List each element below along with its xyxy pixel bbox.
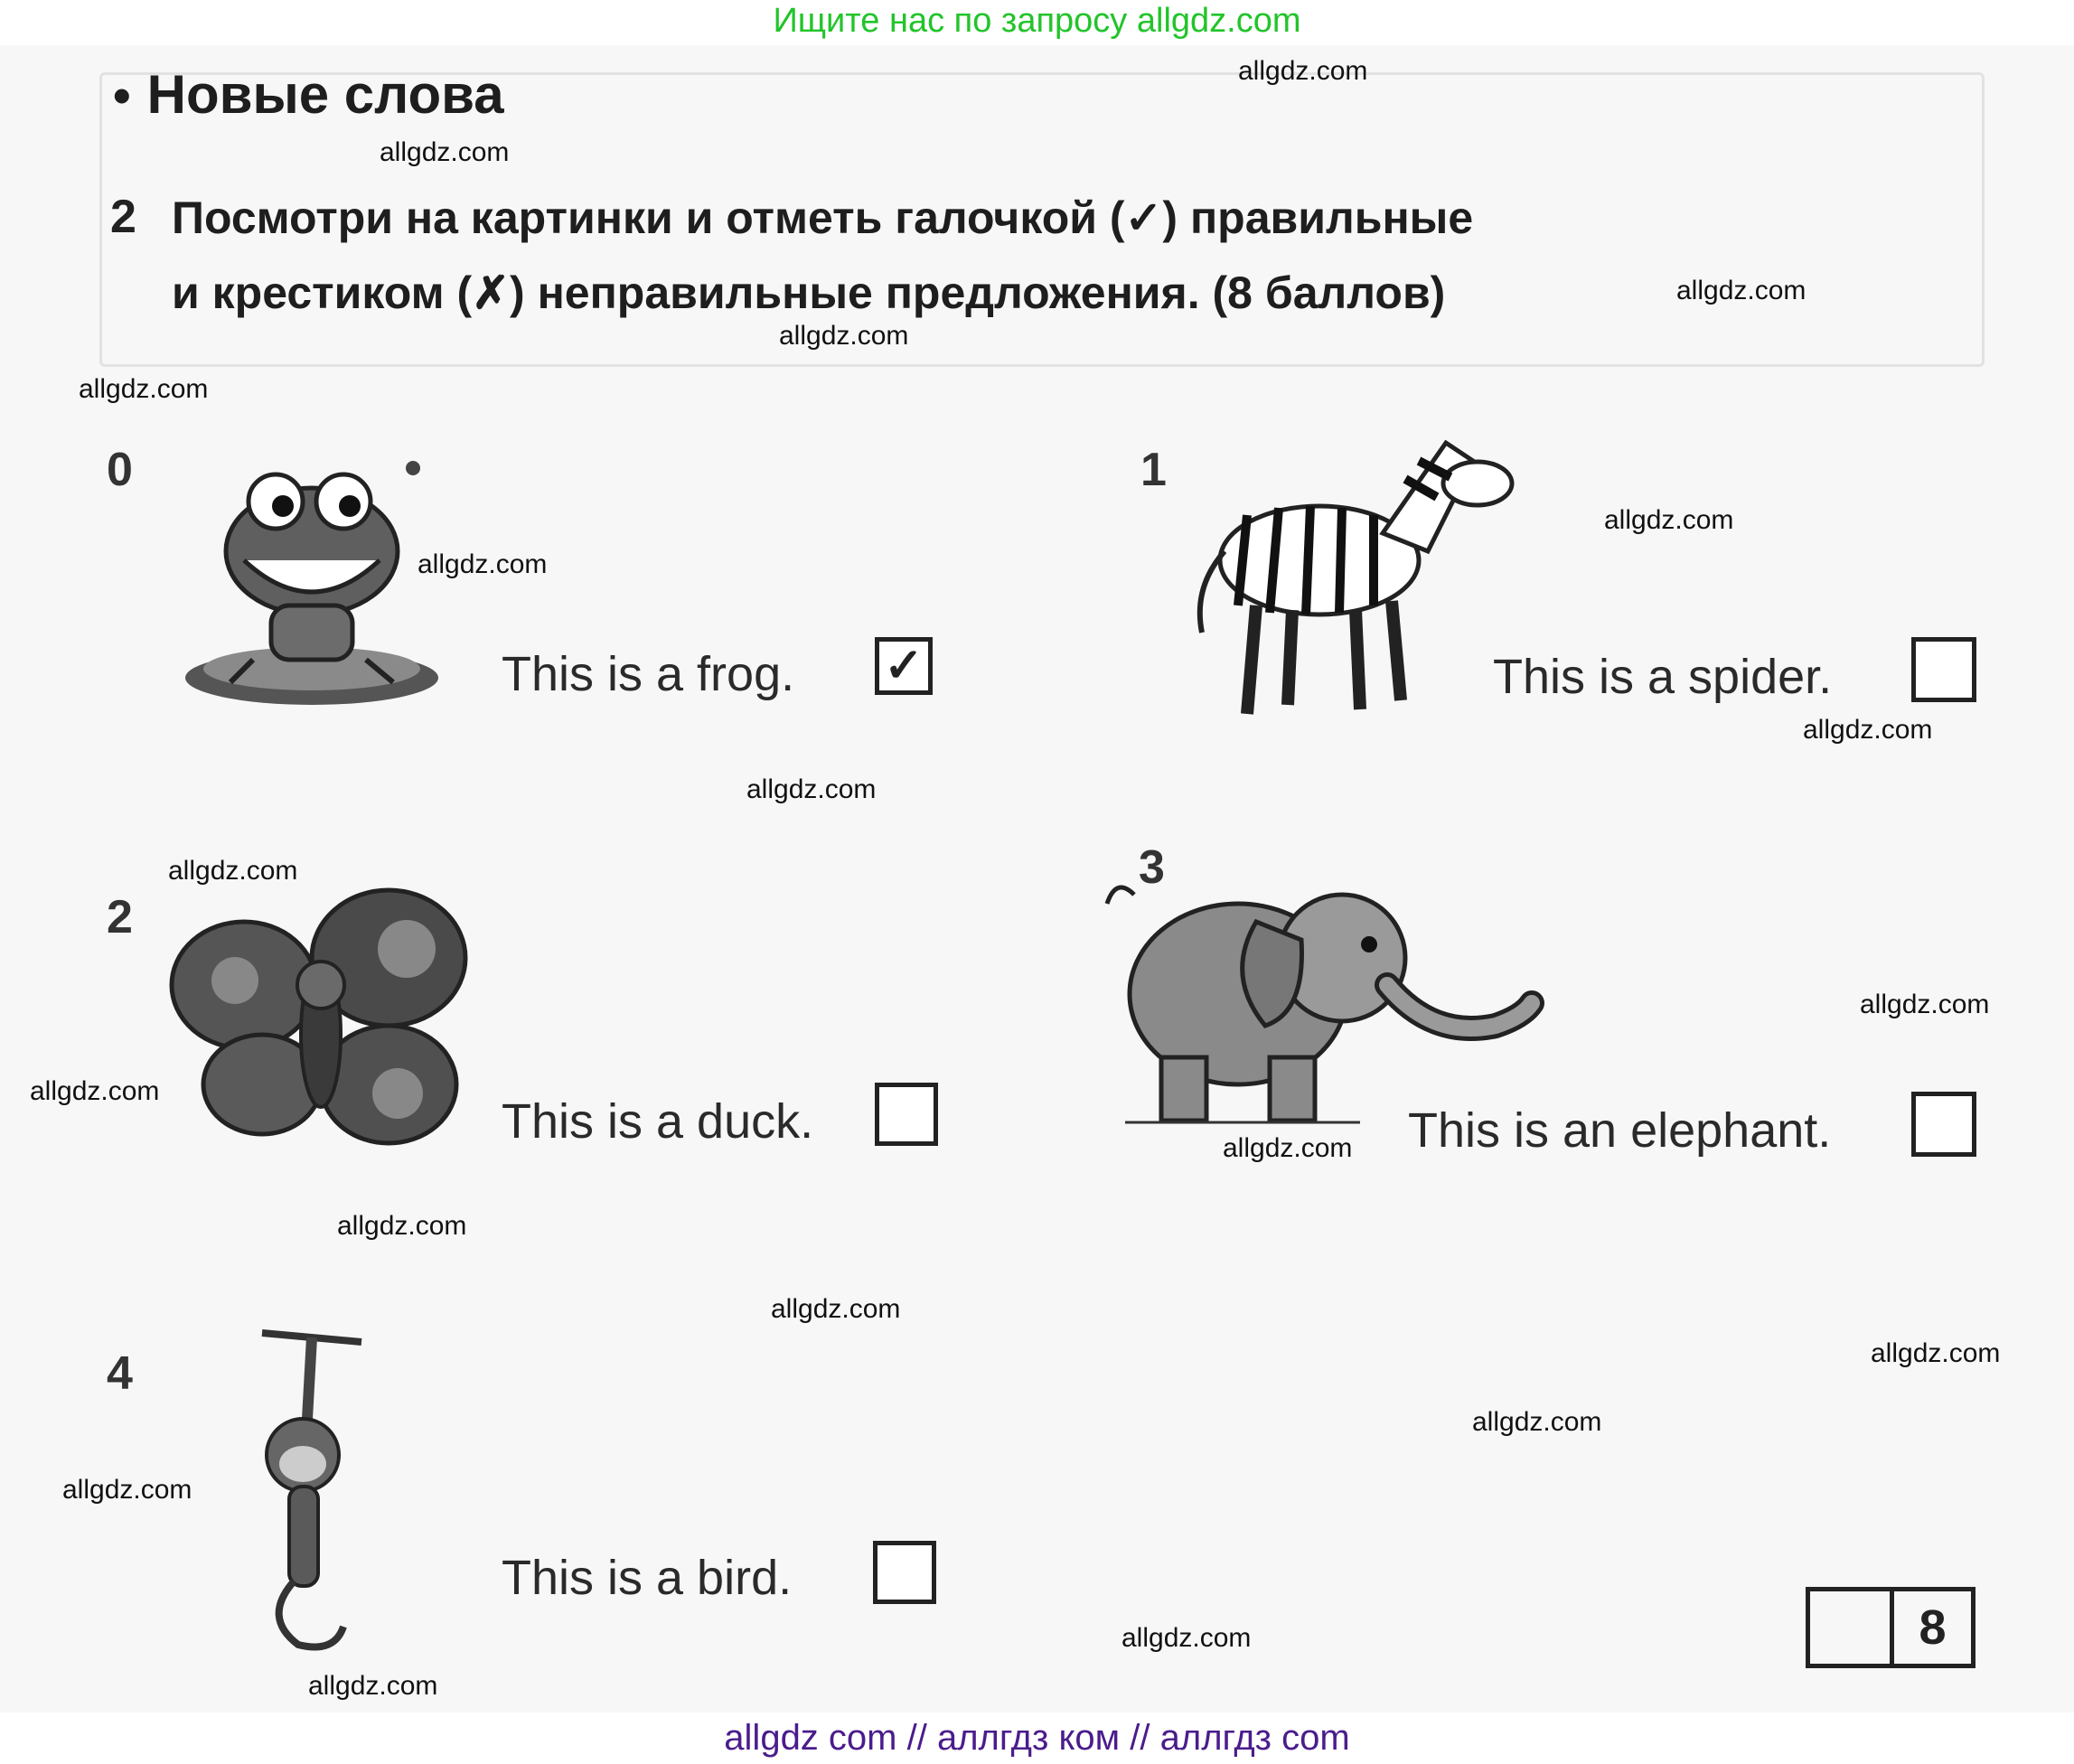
sentence: This is an elephant. [1408, 1103, 1832, 1158]
section-title [113, 63, 504, 126]
item-number: 0 [107, 444, 133, 496]
watermark: allgdz.com [1871, 1338, 2001, 1368]
watermark: allgdz.com [1676, 276, 1807, 305]
task-instruction-line-1: Посмотри на картинки и отметь галочкой (✓) правильные [172, 192, 1474, 243]
watermark: allgdz.com [1223, 1133, 1353, 1163]
item-number: 1 [1140, 444, 1167, 496]
checkbox[interactable] [1911, 1092, 1976, 1157]
task-number: 2 [110, 191, 136, 243]
checkbox-checked[interactable]: ✓ [875, 637, 933, 695]
monkey-illustration [244, 1319, 380, 1663]
sentence: This is a bird. [502, 1551, 793, 1605]
bullet: • [113, 67, 131, 124]
watermark: allgdz.com [79, 374, 209, 404]
score-field[interactable] [1810, 1591, 1894, 1664]
top-banner[interactable]: Ищите нас по запросу allgdz.com [0, 0, 2074, 45]
section-title-text: Новые слова [146, 64, 504, 125]
item-number: 2 [107, 891, 133, 943]
bottom-banner[interactable]: allgdz com // аллгдз ком // аллгдз com [0, 1712, 2074, 1764]
watermark: allgdz.com [779, 321, 909, 351]
butterfly-illustration [163, 886, 479, 1193]
watermark: allgdz.com [380, 137, 510, 167]
watermark: allgdz.com [308, 1671, 438, 1701]
watermark: allgdz.com [418, 549, 548, 579]
watermark: allgdz.com [1121, 1623, 1252, 1653]
checkbox[interactable] [1911, 637, 1976, 702]
watermark: allgdz.com [1604, 505, 1734, 535]
checkbox[interactable] [873, 1541, 936, 1604]
watermark: allgdz.com [30, 1076, 160, 1106]
watermark: allgdz.com [1860, 990, 1990, 1019]
watermark: allgdz.com [1238, 56, 1368, 86]
task-instruction-line-2: и крестиком (✗) неправильные предложения. (8 баллов) [172, 267, 1446, 318]
watermark: allgdz.com [771, 1294, 901, 1324]
watermark: allgdz.com [62, 1475, 192, 1505]
zebra-illustration [1175, 407, 1518, 732]
watermark: allgdz.com [1803, 715, 1933, 745]
watermark: allgdz.com [337, 1211, 467, 1241]
sentence: This is a spider. [1493, 650, 1833, 704]
watermark: allgdz.com [1472, 1407, 1602, 1437]
item-number: 3 [1139, 841, 1165, 894]
watermark: allgdz.com [746, 774, 877, 804]
elephant-illustration [1098, 868, 1550, 1130]
frog-illustration [176, 452, 447, 723]
sentence: This is a frog. [502, 647, 795, 701]
score-max: 8 [1919, 1600, 1947, 1655]
sentence: This is a duck. [502, 1094, 814, 1149]
item-number: 4 [107, 1347, 133, 1400]
score-box [1806, 1587, 1975, 1668]
checkbox[interactable] [875, 1083, 938, 1146]
watermark: allgdz.com [168, 856, 298, 886]
